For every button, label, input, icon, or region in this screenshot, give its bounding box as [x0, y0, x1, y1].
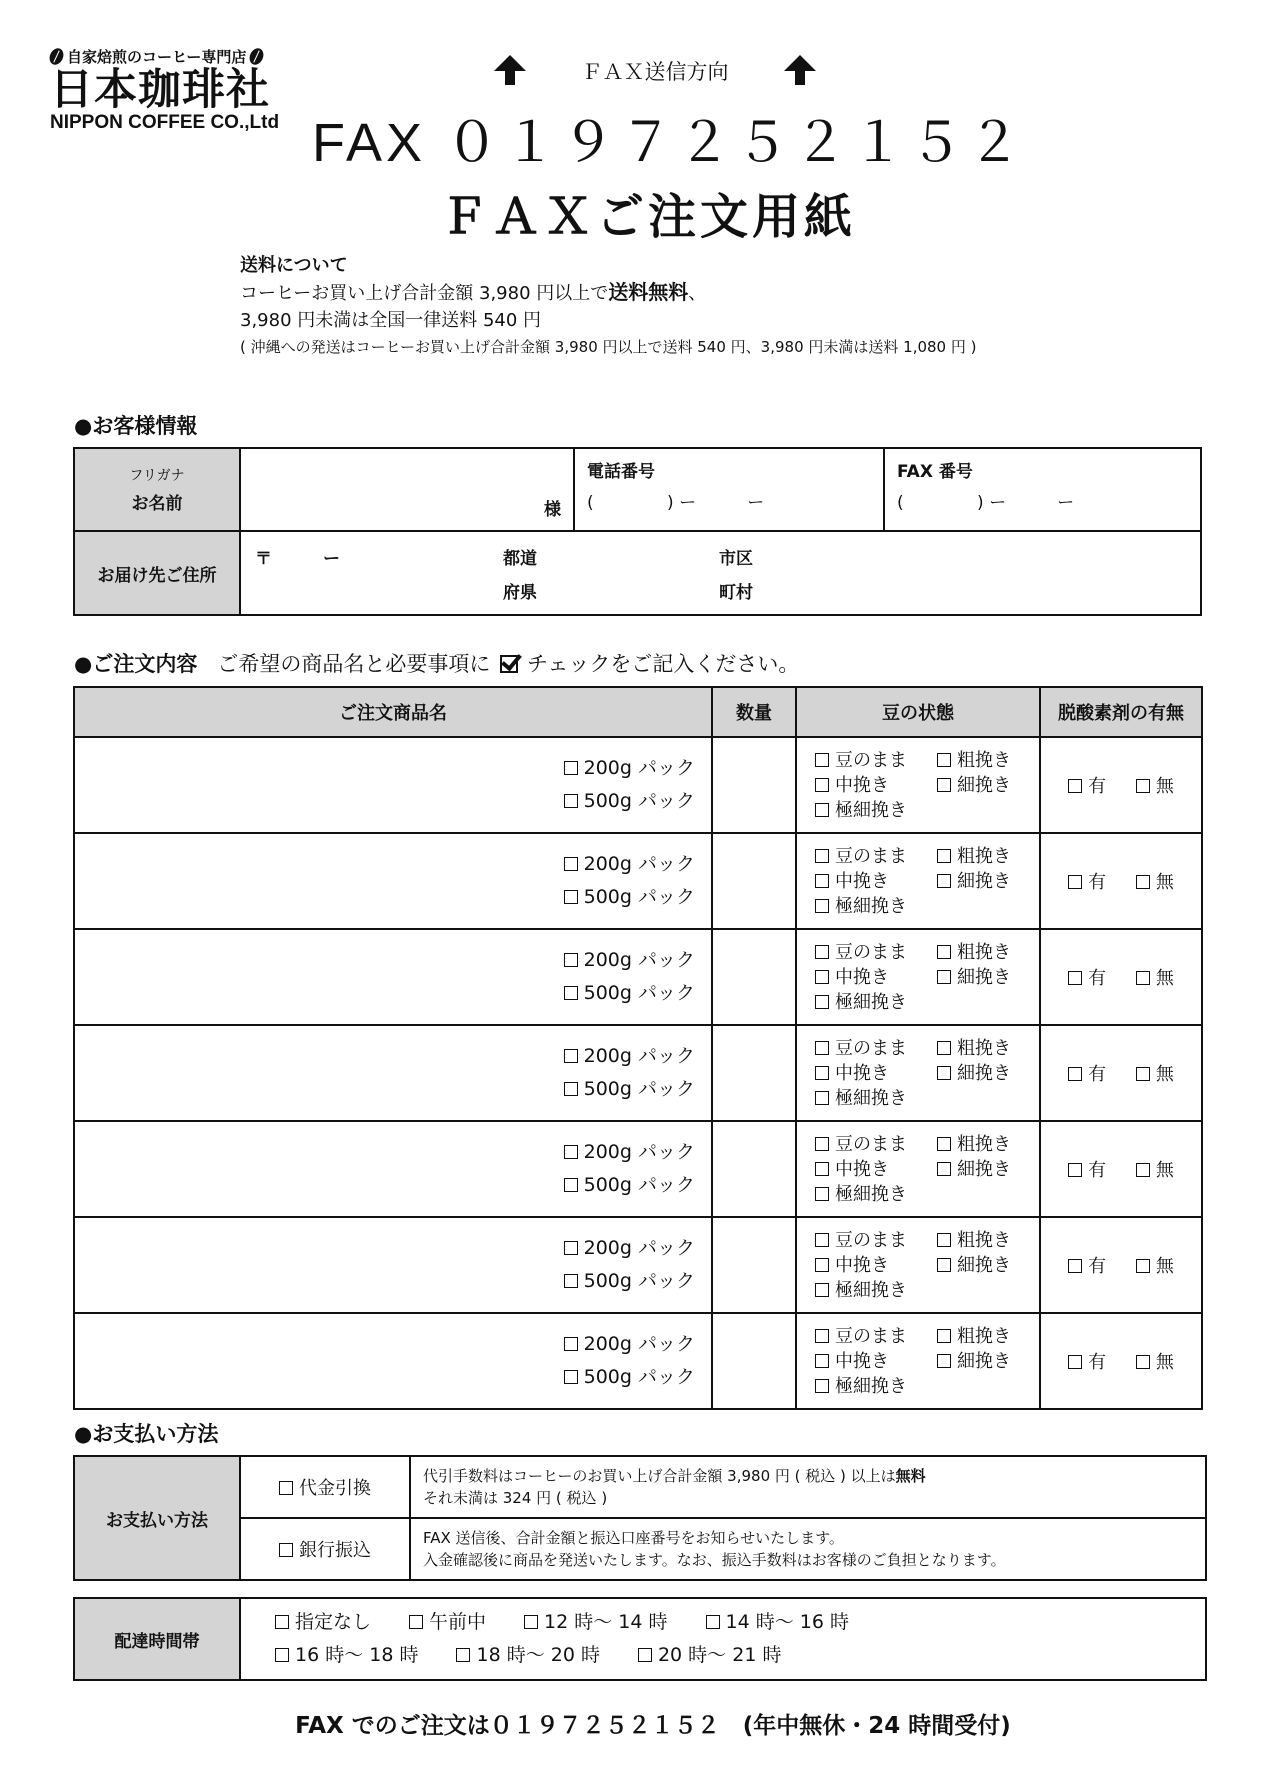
fax-field[interactable]: [884, 448, 1201, 531]
checkbox[interactable]: [564, 1274, 578, 1288]
quantity-cell[interactable]: [712, 1121, 796, 1217]
delivery-slots-row: [275, 1639, 1205, 1672]
bean-coarse-option[interactable]: 粗挽き: [937, 1324, 1011, 1349]
product-cell[interactable]: [74, 929, 712, 1025]
pack-500-option[interactable]: 500g パック: [75, 977, 695, 1010]
deox-yes-option[interactable]: 有: [1068, 776, 1106, 797]
quantity-cell[interactable]: [712, 929, 796, 1025]
checkbox[interactable]: [815, 995, 829, 1009]
payment-section-heading: ●お支払い方法: [74, 1422, 219, 1446]
bean-whole-option[interactable]: 豆のまま: [815, 1132, 937, 1157]
checkbox[interactable]: [706, 1615, 720, 1629]
checkbox[interactable]: [564, 857, 578, 871]
pack-500-option[interactable]: 500g パック: [75, 881, 695, 914]
pack-500-option[interactable]: 500g パック: [75, 1169, 695, 1202]
name-field[interactable]: [240, 448, 574, 531]
deoxidizer-cell: [1040, 1217, 1202, 1313]
quantity-cell[interactable]: [712, 1313, 796, 1409]
shipping-line-2: 3,980 円未満は全国一律送料 540 円: [240, 310, 542, 331]
quantity-cell[interactable]: [712, 1025, 796, 1121]
address-label: お届け先ご住所: [74, 531, 240, 615]
bean-coarse-option[interactable]: 粗挽き: [937, 1228, 1011, 1253]
checkbox[interactable]: [815, 1329, 829, 1343]
bean-coarse-option[interactable]: 粗挽き: [937, 1036, 1011, 1061]
order-row: [74, 1313, 1202, 1409]
delivery-slot-option[interactable]: 指定なし: [275, 1611, 371, 1633]
checkbox[interactable]: [815, 1379, 829, 1393]
bean-state-cell: [796, 929, 1040, 1025]
bean-state-cell: [796, 1121, 1040, 1217]
delivery-slot-option[interactable]: 18 時〜 20 時: [456, 1644, 599, 1666]
checkbox[interactable]: [815, 1137, 829, 1151]
checkbox[interactable]: [937, 1354, 951, 1368]
checkbox[interactable]: [815, 1187, 829, 1201]
bean-medium-option[interactable]: 中挽き: [815, 965, 937, 990]
city-label-2: 町村: [719, 583, 753, 603]
checkbox[interactable]: [815, 899, 829, 913]
checkbox[interactable]: [564, 1337, 578, 1351]
checkbox[interactable]: [815, 1258, 829, 1272]
bean-extrafine-option[interactable]: 極細挽き: [815, 1086, 907, 1111]
order-table: [73, 686, 1203, 1410]
deox-no-option[interactable]: 無: [1136, 1064, 1174, 1085]
bean-extrafine-option[interactable]: 極細挽き: [815, 798, 907, 823]
checkbox[interactable]: [1068, 1355, 1082, 1369]
bean-extrafine-option[interactable]: 極細挽き: [815, 1182, 907, 1207]
product-cell[interactable]: [74, 1121, 712, 1217]
deoxidizer-cell: [1040, 929, 1202, 1025]
customer-section-heading: ●お客様情報: [74, 414, 198, 438]
order-row: [74, 929, 1202, 1025]
checkbox[interactable]: [1068, 971, 1082, 985]
checkbox[interactable]: [815, 803, 829, 817]
phone-field[interactable]: [574, 448, 884, 531]
checkbox[interactable]: [937, 1137, 951, 1151]
checkbox[interactable]: [1068, 1259, 1082, 1273]
order-section-heading: ●ご注文内容 ご希望の商品名と必要事項に チェックをご記入ください。: [74, 652, 800, 676]
deox-no-option[interactable]: 無: [1136, 1352, 1174, 1373]
checkbox[interactable]: [638, 1648, 652, 1662]
bean-state-cell: [796, 1025, 1040, 1121]
checkbox[interactable]: [815, 1354, 829, 1368]
checkbox[interactable]: [937, 1066, 951, 1080]
shipping-line-1: コーヒーお買い上げ合計金額 3,980 円以上で送料無料、: [240, 280, 707, 304]
coffee-bean-icon: [247, 46, 266, 67]
bean-fine-option[interactable]: 細挽き: [937, 1061, 1011, 1086]
bean-medium-option[interactable]: 中挽き: [815, 1157, 937, 1182]
order-row: [74, 1217, 1202, 1313]
name-label-cell: [74, 448, 240, 531]
bean-fine-option[interactable]: 細挽き: [937, 869, 1011, 894]
bean-fine-option[interactable]: 細挽き: [937, 773, 1011, 798]
product-cell[interactable]: [74, 1313, 712, 1409]
bean-fine-option[interactable]: 細挽き: [937, 965, 1011, 990]
deox-no-option[interactable]: 無: [1136, 1160, 1174, 1181]
footer-fax-note: FAX でのご注文は０１９７２５２１５２ (年中無休・24 時間受付): [295, 1713, 1011, 1739]
checkbox[interactable]: [937, 1233, 951, 1247]
bean-medium-option[interactable]: 中挽き: [815, 1349, 937, 1374]
address-field[interactable]: [240, 531, 1201, 615]
payment-table: [73, 1455, 1207, 1581]
checkbox[interactable]: [564, 1145, 578, 1159]
shipping-info: [240, 252, 976, 361]
checkbox[interactable]: [1136, 1355, 1150, 1369]
shipping-heading: 送料について: [240, 255, 348, 276]
checkbox[interactable]: [456, 1648, 470, 1662]
bean-whole-option[interactable]: 豆のまま: [815, 748, 937, 773]
checkbox[interactable]: [279, 1543, 293, 1557]
checkbox[interactable]: [1068, 875, 1082, 889]
checkbox[interactable]: [409, 1615, 423, 1629]
checkbox[interactable]: [815, 1162, 829, 1176]
checkbox[interactable]: [564, 890, 578, 904]
pack-500-option[interactable]: 500g パック: [75, 785, 695, 818]
checkbox[interactable]: [1136, 971, 1150, 985]
page-title: ＦＡＸご注文用紙: [439, 189, 856, 245]
col-quantity: 数量: [712, 687, 796, 737]
deox-no-option[interactable]: 無: [1136, 1256, 1174, 1277]
bean-coarse-option[interactable]: 粗挽き: [937, 844, 1011, 869]
delivery-time-table: [73, 1597, 1207, 1681]
fax-format: ( ) ー ー: [897, 493, 1075, 513]
checkbox[interactable]: [937, 1258, 951, 1272]
bean-fine-option[interactable]: 細挽き: [937, 1349, 1011, 1374]
bean-whole-option[interactable]: 豆のまま: [815, 1228, 937, 1253]
checkbox[interactable]: [1136, 1067, 1150, 1081]
checkbox[interactable]: [1136, 779, 1150, 793]
furigana-label: フリガナ: [129, 467, 185, 484]
checkbox[interactable]: [564, 1082, 578, 1096]
bean-extrafine-option[interactable]: 極細挽き: [815, 1374, 907, 1399]
deox-yes-option[interactable]: 有: [1068, 1064, 1106, 1085]
checkbox[interactable]: [815, 970, 829, 984]
checkbox[interactable]: [564, 794, 578, 808]
bean-coarse-option[interactable]: 粗挽き: [937, 940, 1011, 965]
product-cell[interactable]: [74, 833, 712, 929]
payment-label: お支払い方法: [74, 1456, 240, 1580]
deox-yes-option[interactable]: 有: [1068, 1160, 1106, 1181]
bean-state-cell: [796, 1313, 1040, 1409]
checkbox[interactable]: [937, 970, 951, 984]
product-cell[interactable]: [74, 1025, 712, 1121]
pack-200-option[interactable]: 200g パック: [75, 752, 695, 785]
checkbox[interactable]: [815, 849, 829, 863]
deox-no-option[interactable]: 無: [1136, 968, 1174, 989]
checkbox[interactable]: [275, 1615, 289, 1629]
col-product: ご注文商品名: [74, 687, 712, 737]
arrow-up-icon: [490, 55, 530, 87]
quantity-cell[interactable]: [712, 1217, 796, 1313]
fax-direction: [490, 55, 820, 87]
checkbox[interactable]: [564, 761, 578, 775]
pack-200-option[interactable]: 200g パック: [75, 944, 695, 977]
delivery-slots-row: [275, 1606, 1205, 1639]
deoxidizer-cell: [1040, 737, 1202, 833]
checkbox[interactable]: [564, 1370, 578, 1384]
bean-coarse-option[interactable]: 粗挽き: [937, 748, 1011, 773]
bean-medium-option[interactable]: 中挽き: [815, 869, 937, 894]
postal-mark: 〒 ー: [255, 549, 340, 569]
bean-whole-option[interactable]: 豆のまま: [815, 844, 937, 869]
prefecture-label-2: 府県: [503, 583, 537, 603]
checkbox[interactable]: [937, 1162, 951, 1176]
checkbox[interactable]: [275, 1648, 289, 1662]
bean-whole-option[interactable]: 豆のまま: [815, 1324, 937, 1349]
checkbox[interactable]: [815, 1041, 829, 1055]
order-row: [74, 1025, 1202, 1121]
bean-fine-option[interactable]: 細挽き: [937, 1253, 1011, 1278]
product-cell[interactable]: [74, 1217, 712, 1313]
bean-medium-option[interactable]: 中挽き: [815, 1061, 937, 1086]
pack-200-option[interactable]: 200g パック: [75, 848, 695, 881]
checkbox[interactable]: [815, 1233, 829, 1247]
checkbox[interactable]: [1136, 1259, 1150, 1273]
checkbox[interactable]: [937, 753, 951, 767]
checkbox[interactable]: [279, 1481, 293, 1495]
checkbox[interactable]: [564, 953, 578, 967]
payment-cod-desc: 代引手数料はコーヒーのお買い上げ合計金額 3,980 円 ( 税込 ) 以上は無料 それ未満は 324 円 ( 税込 ): [410, 1456, 1206, 1518]
company-logo: [50, 46, 282, 133]
pack-200-option[interactable]: 200g パック: [75, 1328, 695, 1361]
product-cell[interactable]: [74, 737, 712, 833]
checkbox[interactable]: [815, 945, 829, 959]
checkbox[interactable]: [815, 778, 829, 792]
deoxidizer-cell: [1040, 1121, 1202, 1217]
quantity-cell[interactable]: [712, 737, 796, 833]
arrow-up-icon: [780, 55, 820, 87]
checkmark-icon: [500, 655, 518, 673]
delivery-slot-option[interactable]: 12 時〜 14 時: [524, 1611, 667, 1633]
order-rows: [74, 737, 1202, 1409]
order-row: [74, 833, 1202, 929]
checkbox[interactable]: [1068, 1067, 1082, 1081]
pack-200-option[interactable]: 200g パック: [75, 1232, 695, 1265]
bean-coarse-option[interactable]: 粗挽き: [937, 1132, 1011, 1157]
fax-number: FAX ０１９７２５２１５２: [312, 113, 1026, 173]
city-label-1: 市区: [719, 549, 753, 569]
checkbox[interactable]: [937, 1041, 951, 1055]
phone-format: ( ) ー ー: [587, 493, 765, 513]
checkbox[interactable]: [815, 1283, 829, 1297]
payment-bank-desc: FAX 送信後、合計金額と振込口座番号をお知らせいたします。 入金確認後に商品を発送いたします。なお、振込手数料はお客様のご負担となります。: [410, 1518, 1206, 1580]
bean-whole-option[interactable]: 豆のまま: [815, 1036, 937, 1061]
phone-label: 電話番号: [587, 462, 655, 482]
checkbox[interactable]: [815, 874, 829, 888]
fax-label: FAX 番号: [897, 462, 973, 482]
bean-medium-option[interactable]: 中挽き: [815, 773, 937, 798]
bean-whole-option[interactable]: 豆のまま: [815, 940, 937, 965]
delivery-slot-option[interactable]: 20 時〜 21 時: [638, 1644, 781, 1666]
checkbox[interactable]: [937, 778, 951, 792]
bean-fine-option[interactable]: 細挽き: [937, 1157, 1011, 1182]
deox-yes-option[interactable]: 有: [1068, 968, 1106, 989]
quantity-cell[interactable]: [712, 833, 796, 929]
delivery-slots: [240, 1598, 1206, 1680]
name-label: お名前: [131, 493, 183, 514]
deox-no-option[interactable]: 無: [1136, 776, 1174, 797]
payment-cod-option[interactable]: 代金引換: [240, 1456, 410, 1518]
checkbox[interactable]: [524, 1615, 538, 1629]
delivery-slot-option[interactable]: 午前中: [409, 1611, 486, 1633]
shipping-line-3: ( 沖縄への発送はコーヒーお買い上げ合計金額 3,980 円以上で送料 540 円、3,980 円未満は送料 1,080 円 ): [240, 338, 977, 356]
delivery-slot-option[interactable]: 16 時〜 18 時: [275, 1644, 418, 1666]
deox-yes-option[interactable]: 有: [1068, 1256, 1106, 1277]
checkbox[interactable]: [815, 753, 829, 767]
checkbox[interactable]: [1068, 779, 1082, 793]
pack-500-option[interactable]: 500g パック: [75, 1073, 695, 1106]
deoxidizer-cell: [1040, 1313, 1202, 1409]
coffee-bean-icon: [47, 46, 66, 67]
checkbox[interactable]: [564, 986, 578, 1000]
deox-yes-option[interactable]: 有: [1068, 872, 1106, 893]
bean-state-cell: [796, 737, 1040, 833]
bean-medium-option[interactable]: 中挽き: [815, 1253, 937, 1278]
checkbox[interactable]: [1068, 1163, 1082, 1177]
delivery-label: 配達時間帯: [74, 1598, 240, 1680]
bean-extrafine-option[interactable]: 極細挽き: [815, 990, 907, 1015]
pack-200-option[interactable]: 200g パック: [75, 1040, 695, 1073]
checkbox[interactable]: [564, 1049, 578, 1063]
order-row: [74, 737, 1202, 833]
checkbox[interactable]: [937, 874, 951, 888]
customer-table: [73, 447, 1202, 616]
checkbox[interactable]: [564, 1241, 578, 1255]
bean-state-cell: [796, 833, 1040, 929]
sama-suffix: 様: [544, 500, 561, 520]
checkbox[interactable]: [1136, 875, 1150, 889]
deox-no-option[interactable]: 無: [1136, 872, 1174, 893]
pack-500-option[interactable]: 500g パック: [75, 1361, 695, 1394]
checkbox[interactable]: [815, 1066, 829, 1080]
logo-name-jp: 日本珈琲社: [50, 65, 270, 115]
checkbox[interactable]: [937, 1329, 951, 1343]
checkbox[interactable]: [937, 945, 951, 959]
col-bean-state: 豆の状態: [796, 687, 1040, 737]
deoxidizer-cell: [1040, 833, 1202, 929]
bean-extrafine-option[interactable]: 極細挽き: [815, 894, 907, 919]
logo-name-en: NIPPON COFFEE CO.,Ltd: [50, 112, 280, 133]
logo-tagline: 自家焙煎のコーヒー専門店: [50, 46, 282, 67]
bean-extrafine-option[interactable]: 極細挽き: [815, 1278, 907, 1303]
checkbox[interactable]: [937, 849, 951, 863]
deoxidizer-cell: [1040, 1025, 1202, 1121]
checkbox[interactable]: [564, 1178, 578, 1192]
checkbox[interactable]: [815, 1091, 829, 1105]
bean-state-cell: [796, 1217, 1040, 1313]
prefecture-label-1: 都道: [503, 549, 537, 569]
payment-bank-option[interactable]: 銀行振込: [240, 1518, 410, 1580]
pack-200-option[interactable]: 200g パック: [75, 1136, 695, 1169]
checkbox[interactable]: [1136, 1163, 1150, 1177]
deox-yes-option[interactable]: 有: [1068, 1352, 1106, 1373]
pack-500-option[interactable]: 500g パック: [75, 1265, 695, 1298]
order-row: [74, 1121, 1202, 1217]
col-deoxidizer: 脱酸素剤の有無: [1040, 687, 1202, 737]
fax-direction-label: ＦＡＸ送信方向: [581, 60, 729, 84]
delivery-slot-option[interactable]: 14 時〜 16 時: [706, 1611, 849, 1633]
